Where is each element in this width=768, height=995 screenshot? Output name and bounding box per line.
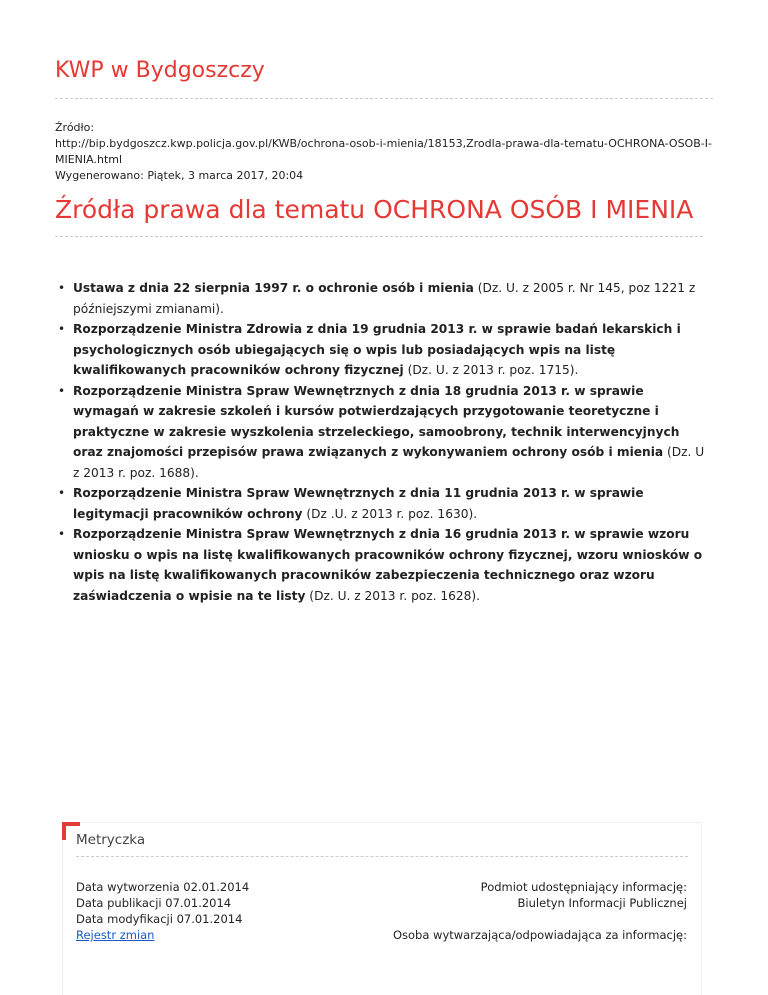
metryczka-title: Metryczka (76, 832, 146, 848)
bullet-icon: • (58, 527, 66, 541)
law-source: (Dz. U. z 2013 r. poz. 1715). (403, 363, 579, 377)
law-title: Rozporządzenie Ministra Spraw Wewnętrznych z dnia 18 grudnia 2013 r. w sprawie wymagań w zakresie szkoleń i kursów potwierdzających przygotowanie teoretyczne i praktyczne w zakresie wyszkolenia strzeleckiego, samoobrony, technik interwencyjnych oraz znajomości przepisów prawa związanych z wykonywaniem ochrony osób i mienia (73, 383, 680, 459)
header-divider (55, 98, 713, 99)
source-label: Źródło: (55, 121, 95, 134)
metryczka-responsible (393, 879, 687, 943)
title-divider (55, 236, 703, 237)
list-item (55, 483, 705, 524)
metryczka-divider (76, 856, 688, 857)
metryczka-panel (62, 822, 702, 995)
law-source: (Dz. U z 2013 r. poz. 1688). (73, 445, 705, 480)
page-title: Źródła prawa dla tematu OCHRONA OSÓB I MIENIA (55, 195, 694, 224)
author-label: Osoba wytwarzająca/odpowiadająca za informację: (392, 928, 687, 942)
site-title: KWP w Bydgoszczy (55, 58, 265, 83)
law-title: Rozporządzenie Ministra Spraw Wewnętrznych z dnia 11 grudnia 2013 r. w sprawie legitymacji pracowników ochrony (73, 486, 644, 521)
list-item (55, 381, 705, 484)
law-list (55, 278, 705, 606)
created-date: Data wytworzenia 02.01.2014 (76, 880, 250, 894)
publisher-value: Biuletyn Informacji Publicznej (517, 896, 687, 910)
bullet-icon: • (58, 486, 66, 500)
metryczka-dates (76, 879, 249, 943)
bullet-icon: • (58, 281, 66, 295)
modified-date: Data modyfikacji 07.01.2014 (76, 912, 243, 926)
list-item (55, 524, 705, 606)
law-source: (Dz .U. z 2013 r. poz. 1630). (302, 506, 478, 521)
published-date: Data publikacji 07.01.2014 (76, 896, 232, 910)
generated-date: Wygenerowano: Piątek, 3 marca 2017, 20:04 (55, 169, 304, 182)
bullet-icon: • (58, 383, 66, 398)
law-title: Rozporządzenie Ministra Spraw Wewnętrznych z dnia 16 grudnia 2013 r. w sprawie wzoru wniosku o wpis na listę kwalifikowanych pracowników ochrony fizycznej, wzoru wniosków o wpis na listę kwalifikowanych pracowników zabezpieczenia technicznego oraz wzoru zaświadczenia o wpisie na te listy (73, 527, 703, 603)
changelog-link[interactable]: Rejestr zmian (76, 928, 155, 942)
law-source: (Dz. U. z 2013 r. poz. 1628). (305, 588, 481, 603)
bullet-icon: • (58, 322, 66, 336)
source-url: http://bip.bydgoszcz.kwp.policja.gov.pl/KWB/ochrona-osob-i-mienia/18153,Zrodla-prawa-dla-tematu-OCHRONA-OSOB-I-MIENIA.html (55, 137, 712, 166)
list-item (55, 319, 705, 381)
law-title: Ustawa z dnia 22 sierpnia 1997 r. o ochronie osób i mienia (73, 281, 474, 295)
list-item (55, 278, 705, 319)
law-title: Rozporządzenie Ministra Zdrowia z dnia 19 grudnia 2013 r. w sprawie badań lekarskich i psychologicznych osób ubiegających się o wpis lub posiadających wpis na listę kwalifikowanych pracowników ochrony fizycznej (73, 322, 681, 377)
source-meta (55, 120, 720, 184)
law-source: (Dz. U. z 2005 r. Nr 145, poz 1221 z późniejszymi zmianami). (73, 281, 696, 316)
publisher-label: Podmiot udostępniający informację: (480, 880, 687, 894)
